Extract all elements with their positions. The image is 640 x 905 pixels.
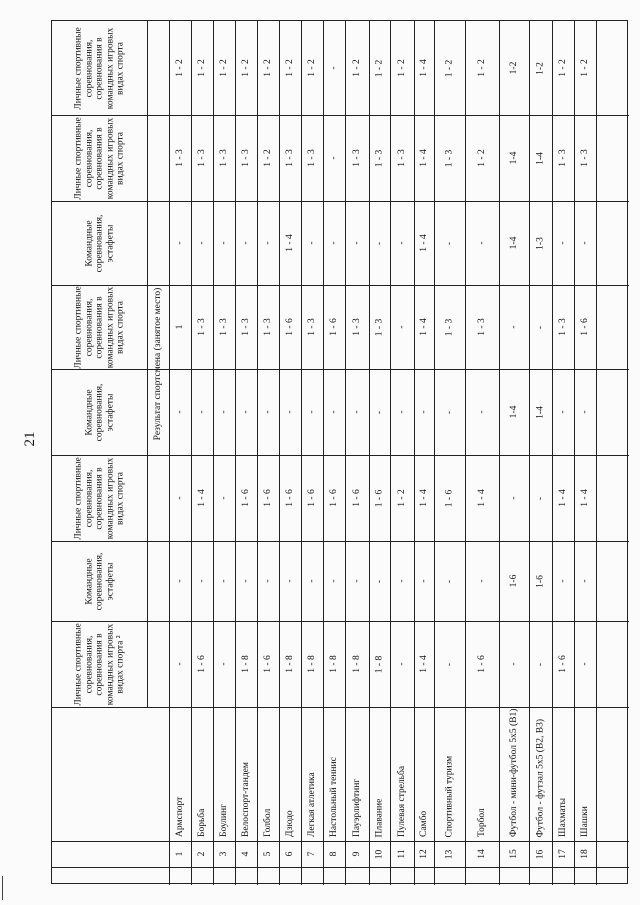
result-cell: 1 - 3	[476, 318, 487, 336]
result-cell: 1 - 2	[174, 59, 185, 77]
result-cell: 1 - 3	[557, 318, 568, 336]
result-cell: -	[396, 241, 407, 245]
row-number: 5	[262, 851, 273, 857]
column-header: Командные соревнования, эстафеты	[83, 383, 115, 441]
column-header: Личные спортивные соревнования, соревнования в командных игровых видах спорта	[73, 116, 126, 200]
sport-name: Боулинг	[218, 804, 229, 837]
result-cell: 1 - 4	[418, 234, 429, 252]
result-cell: 1 - 8	[328, 655, 339, 673]
sport-name: Плавание	[374, 798, 385, 837]
result-cell: -	[174, 579, 185, 583]
column-header: Личные спортивные соревнования, соревнования в командных игровых видах спорта	[73, 285, 126, 369]
result-cell: 1 - 6	[284, 318, 295, 336]
result-cell: -	[328, 66, 339, 70]
result-cell: -	[196, 241, 207, 245]
row-number: 2	[196, 851, 207, 857]
result-cell: -	[396, 579, 407, 583]
result-cell: 1 - 3	[557, 149, 568, 167]
result-cell: 1 - 4	[418, 59, 429, 77]
result-cell: -	[444, 241, 455, 245]
result-cell: -	[328, 156, 339, 160]
result-cell: 1 - 2	[396, 59, 407, 77]
result-cell: -	[557, 241, 568, 245]
row-number: 14	[476, 849, 487, 859]
result-cell: -	[218, 662, 229, 666]
result-cell: -	[240, 410, 251, 414]
result-cell: 1 - 8	[351, 655, 362, 673]
sport-name: Торбол	[476, 808, 487, 837]
result-cell: 1 - 3	[351, 149, 362, 167]
result-cell: 1 - 3	[284, 149, 295, 167]
result-cell: 1 - 4	[418, 149, 429, 167]
result-cell: -	[535, 325, 546, 329]
result-cell: -	[476, 579, 487, 583]
row-number: 15	[508, 849, 519, 859]
result-cell: 1 - 6	[262, 489, 273, 507]
result-cell: -	[476, 241, 487, 245]
result-cell: -	[174, 496, 185, 500]
sport-name: Легкая атлетика	[306, 772, 317, 837]
result-cell: 1-4	[508, 236, 519, 250]
row-number: 17	[557, 849, 568, 859]
result-cell: -	[174, 241, 185, 245]
result-cell: -	[262, 241, 273, 245]
sport-name: Голбол	[262, 808, 273, 837]
result-cell: 1 - 6	[240, 489, 251, 507]
result-cell: 1 - 6	[579, 318, 590, 336]
result-cell: -	[218, 410, 229, 414]
column-header: Личные спортивные соревнования, соревнования в командных игровых видах спорта ²	[73, 622, 126, 706]
result-cell: -	[579, 662, 590, 666]
result-cell: -	[476, 410, 487, 414]
result-cell: 1 - 6	[557, 655, 568, 673]
result-cell: -	[535, 496, 546, 500]
column-header: Командные соревнования, эстафеты	[83, 552, 115, 610]
result-cell: -	[396, 410, 407, 414]
row-number: 12	[418, 849, 429, 859]
result-cell: -	[218, 579, 229, 583]
result-cell: -	[374, 579, 385, 583]
sport-name: Спортивный туризм	[444, 755, 455, 837]
result-cell: 1-6	[508, 574, 519, 588]
result-cell: -	[557, 410, 568, 414]
result-cell: -	[196, 410, 207, 414]
result-cell: 1 - 2	[196, 59, 207, 77]
results-table	[51, 20, 628, 884]
result-cell: -	[557, 579, 568, 583]
row-number: 4	[240, 851, 251, 857]
result-cell: 1 - 6	[306, 489, 317, 507]
result-cell: -	[218, 241, 229, 245]
result-cell: -	[306, 241, 317, 245]
sport-name: Борьба	[196, 808, 207, 837]
result-cell: -	[174, 662, 185, 666]
result-cell: 1 - 3	[196, 318, 207, 336]
result-cell: 1 - 3	[306, 149, 317, 167]
result-cell: -	[444, 410, 455, 414]
result-cell: 1 - 2	[579, 59, 590, 77]
row-number: 16	[535, 849, 546, 859]
result-cell: -	[284, 410, 295, 414]
result-cell: -	[508, 325, 519, 329]
result-cell: 1 - 2	[396, 489, 407, 507]
result-cell: 1 - 3	[444, 149, 455, 167]
result-cell: -	[306, 579, 317, 583]
result-cell: -	[351, 241, 362, 245]
result-cell: 1 - 6	[196, 655, 207, 673]
result-cell: -	[328, 579, 339, 583]
result-cell: -	[396, 662, 407, 666]
sport-name: Велоспорт-тандем	[240, 762, 251, 837]
row-number: 18	[579, 849, 590, 859]
result-cell: 1 - 3	[218, 318, 229, 336]
result-cell: -	[508, 662, 519, 666]
result-cell: 1-4	[535, 151, 546, 165]
result-cell: 1 - 3	[240, 149, 251, 167]
result-cell: 1-2	[508, 61, 519, 75]
result-cell: -	[374, 241, 385, 245]
result-cell: 1 - 6	[476, 655, 487, 673]
result-cell: 1 - 2	[262, 149, 273, 167]
result-cell: -	[351, 410, 362, 414]
result-cell: 1 - 6	[262, 655, 273, 673]
result-cell: 1 - 3	[374, 318, 385, 336]
table-rule	[596, 21, 597, 885]
result-cell: -	[328, 410, 339, 414]
scan-edge-mark	[2, 876, 9, 900]
result-cell: 1 - 8	[374, 655, 385, 673]
result-cell: 1-3	[535, 236, 546, 250]
result-cell: 1 - 2	[262, 59, 273, 77]
row-number: 13	[444, 849, 455, 859]
result-cell: 1 - 6	[444, 489, 455, 507]
result-cell: 1 - 6	[284, 489, 295, 507]
result-subheader: Результат спортсмена (занятое место)	[152, 287, 163, 441]
result-cell: -	[535, 662, 546, 666]
result-cell: 1 - 3	[196, 149, 207, 167]
sport-name: Шахматы	[557, 797, 568, 837]
row-number: 11	[396, 849, 407, 859]
result-cell: 1 - 3	[262, 318, 273, 336]
result-cell: 1 - 2	[374, 59, 385, 77]
result-cell: 1 - 4	[284, 234, 295, 252]
result-cell: 1 - 3	[374, 149, 385, 167]
result-cell: 1 - 6	[351, 489, 362, 507]
result-cell: 1 - 2	[476, 149, 487, 167]
column-header: Командные соревнования, эстафеты	[83, 214, 115, 272]
result-cell: 1 - 8	[240, 655, 251, 673]
sport-name: Шашки	[579, 806, 590, 837]
result-cell: 1 - 2	[351, 59, 362, 77]
result-cell: -	[374, 410, 385, 414]
result-cell: 1 - 3	[174, 149, 185, 167]
result-cell: -	[396, 325, 407, 329]
result-cell: -	[351, 579, 362, 583]
result-cell: 1 - 2	[306, 59, 317, 77]
result-cell: 1-4	[535, 405, 546, 419]
result-cell: -	[444, 662, 455, 666]
row-number: 3	[218, 851, 229, 857]
result-cell: 1 - 8	[284, 655, 295, 673]
sport-name: Дзюдо	[284, 810, 295, 837]
result-cell: 1 - 6	[328, 318, 339, 336]
result-cell: -	[418, 410, 429, 414]
result-cell: -	[579, 241, 590, 245]
sport-name: Пауэрлифтинг	[351, 778, 362, 837]
page-number: 21	[22, 431, 38, 447]
result-cell: -	[284, 579, 295, 583]
result-cell: -	[174, 410, 185, 414]
result-cell: 1	[174, 324, 185, 330]
result-cell: 1 - 4	[418, 318, 429, 336]
sport-name: Настольный теннис	[328, 757, 339, 837]
result-cell: -	[579, 410, 590, 414]
result-cell: -	[444, 579, 455, 583]
result-cell: 1 - 4	[418, 655, 429, 673]
sport-name: Футбол - футзал 5х5 (В2, В3)	[535, 718, 546, 837]
result-cell: 1 - 2	[557, 59, 568, 77]
result-cell: -	[218, 496, 229, 500]
result-cell: 1 - 4	[418, 489, 429, 507]
result-cell: 1 - 3	[396, 149, 407, 167]
result-cell: 1 - 8	[306, 655, 317, 673]
result-cell: -	[262, 579, 273, 583]
row-number: 8	[328, 851, 339, 857]
row-number: 9	[351, 851, 362, 857]
result-cell: 1 - 2	[476, 59, 487, 77]
result-cell: 1-6	[535, 574, 546, 588]
sport-name: Армспорт	[174, 796, 185, 837]
result-cell: -	[328, 241, 339, 245]
result-cell: 1 - 6	[328, 489, 339, 507]
sport-name: Самбо	[418, 810, 429, 837]
result-cell: 1 - 3	[306, 318, 317, 336]
result-cell: 1 - 3	[351, 318, 362, 336]
column-header: Личные спортивные соревнования, соревнования в командных игровых видах спорта	[73, 456, 126, 540]
result-cell: 1-4	[508, 405, 519, 419]
result-cell: 1 - 4	[579, 489, 590, 507]
column-header: Личные спортивные соревнования, соревнования в командных игровых видах спорта	[73, 26, 126, 110]
result-cell: 1 - 3	[240, 318, 251, 336]
result-cell: 1 - 4	[476, 489, 487, 507]
result-cell: 1 - 3	[444, 318, 455, 336]
result-cell: -	[508, 496, 519, 500]
result-cell: -	[196, 579, 207, 583]
result-cell: 1 - 3	[579, 149, 590, 167]
sport-name: Пулевая стрельба	[396, 765, 407, 837]
result-cell: 1-4	[508, 151, 519, 165]
result-cell: 1 - 2	[444, 59, 455, 77]
result-cell: -	[306, 410, 317, 414]
row-number: 6	[284, 851, 295, 857]
row-number: 1	[174, 851, 185, 857]
result-cell: -	[262, 410, 273, 414]
result-cell: 1 - 3	[218, 149, 229, 167]
result-cell: 1 - 6	[374, 489, 385, 507]
result-cell: 1 - 2	[284, 59, 295, 77]
result-cell: 1 - 4	[557, 489, 568, 507]
result-cell: 1 - 4	[196, 489, 207, 507]
result-cell: 1 - 2	[218, 59, 229, 77]
row-number: 7	[306, 851, 317, 857]
result-cell: -	[418, 579, 429, 583]
result-cell: -	[240, 241, 251, 245]
result-cell: -	[579, 579, 590, 583]
result-cell: -	[240, 579, 251, 583]
row-number: 10	[374, 849, 385, 859]
result-cell: 1 - 2	[240, 59, 251, 77]
sport-name: Футбол - мини-футбол 5х5 (В1)	[508, 708, 519, 837]
result-cell: 1-2	[535, 61, 546, 75]
